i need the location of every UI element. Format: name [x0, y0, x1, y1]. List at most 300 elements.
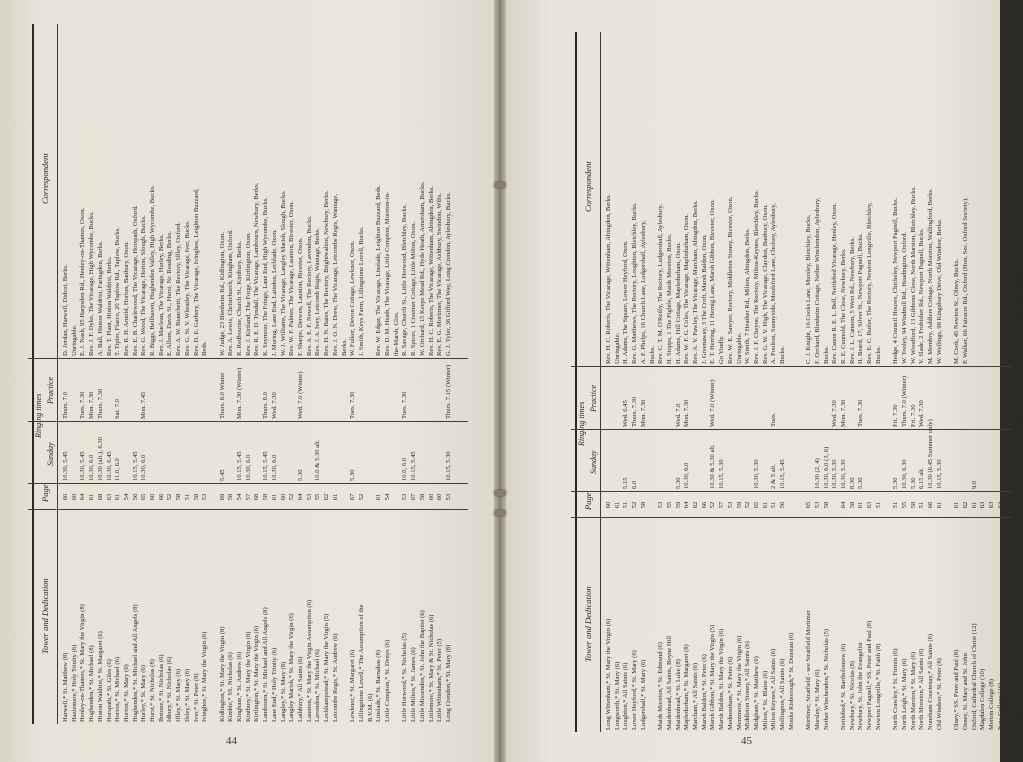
page-ref: 58	[418, 493, 426, 501]
sunday-times	[744, 431, 753, 489]
correspondent: Rev. E. B. Charlewood, The Vicarage, Horspath, Oxford.	[131, 205, 139, 356]
left-page	[0, 0, 497, 762]
correspondent: Rev. J. F. Dyke, The Vicarage, High Wycombe, Bucks.	[88, 211, 96, 356]
tower-name: Hurst,* St. Nicholas (8)	[149, 659, 157, 722]
correspondent-header: Correspondent	[40, 153, 50, 204]
sunday-times: 5.0 (Term)	[1005, 460, 1013, 489]
page-ref: 58	[227, 493, 235, 501]
practice-times	[753, 369, 762, 427]
tower-name: Nettlebed,* St. Bartholomew (6)	[839, 643, 847, 730]
practice-times	[701, 369, 710, 427]
correspondent: J. Greenaway, 3 The Croft, Marsh Baldon, Oxon.	[700, 234, 708, 364]
tower-name: Marsh Baldon, St. Mary the Virgin (6)	[718, 628, 726, 730]
tower-name	[649, 520, 658, 730]
correspondent: Rev. J. L. Cannon, 5 West Rd., Newbury, Berks.	[848, 236, 856, 364]
practice-header: Practice	[46, 376, 55, 404]
sunday-times: 5.45	[218, 469, 226, 481]
page-ref: 61	[270, 493, 278, 501]
practice-times	[788, 369, 797, 427]
page-ref: 51	[892, 501, 900, 509]
page-ref	[884, 494, 893, 516]
sunday-times	[979, 431, 988, 489]
sunday-times	[419, 423, 428, 481]
tower-name: Letcombe Regis,* St. Andrew (6)	[331, 633, 339, 722]
page-ref: 56	[131, 493, 139, 501]
tower-name: Long Wittenham,* St. Mary the Virgin (6)	[605, 618, 612, 730]
practice-times	[997, 369, 1006, 427]
tower-name: Lillingstone Lovell,* The Assumption of the	[357, 604, 365, 722]
correspondent	[988, 34, 997, 364]
tower-name: Henley-on-Thames,* St. Mary the Virgin (8)	[79, 604, 87, 722]
practice-times: Mon. 7.30	[88, 391, 96, 419]
practice-times	[692, 369, 701, 427]
tower-name	[831, 520, 840, 730]
tower-name: Mollington,* All Saints (6)	[779, 658, 787, 730]
sunday-times	[358, 423, 367, 481]
sunday-times: 5.30	[857, 477, 865, 489]
correspondent: R. Biggs, Bellhaven, Hughenden Valley, High Wycombe, Bucks.	[149, 185, 157, 356]
tower-name: Long Crendon,* St. Mary (8)	[444, 644, 452, 722]
sunday-times	[762, 431, 771, 489]
correspondent: Rev. A. W. Bianchetti, The Rectory, Iffley, Oxford.	[175, 222, 183, 356]
page-ref: 66	[157, 493, 165, 501]
practice-times	[393, 361, 402, 419]
correspondent: J. Venn, 233 Banbury Rd., Oxford	[1014, 273, 1022, 364]
correspondent: W. Wellings, 99 Kingsbury Drive, Old Windsor, Berks.	[935, 218, 943, 364]
page-header: Page	[40, 484, 50, 502]
practice-times	[718, 369, 727, 427]
correspondent: Bucks.	[648, 345, 656, 364]
correspondent: M. Cook, 45 Newton St., Olney, Bucks.	[953, 258, 961, 364]
sunday-times: 10.15, 5.45	[236, 451, 244, 481]
page-ref: 63	[979, 501, 987, 509]
correspondent	[979, 34, 988, 364]
tower-name: Horton,* St. Mary (6)	[122, 664, 130, 722]
correspondent: Hedge, 4 Council Houses, Chicheley, Newport Pagnell, Bucks.	[892, 197, 900, 364]
sunday-times: 10.15, 5.30	[444, 451, 452, 481]
practice-times	[367, 361, 376, 419]
page-ref: 51	[770, 501, 778, 509]
tower-name: Osney, St. Mary and St. John	[961, 653, 969, 730]
tower-name: Milton,* St. Blaise (6)	[761, 670, 769, 730]
practice-times	[971, 369, 980, 427]
practice-times	[962, 369, 971, 427]
page-ref: 61	[970, 501, 978, 509]
page-ref: 62	[323, 493, 331, 501]
correspondent: Berks.	[340, 338, 348, 356]
practice-times: Thurs. 8.0 Winter	[218, 372, 226, 419]
page-ref: 58	[822, 501, 830, 509]
page-number: 45	[741, 735, 752, 747]
correspondent	[884, 34, 893, 364]
tower-name: Mentmore,* St. Mary the Virgin (6)	[735, 635, 743, 730]
page-ref: 61	[375, 493, 383, 501]
tower-name: St. Aldate (6)	[1005, 694, 1013, 730]
page-ref: 61	[761, 501, 769, 509]
sunday-times	[288, 423, 297, 481]
practice-times: Tues. 7.30	[349, 391, 357, 419]
sunday-times	[184, 423, 193, 481]
sunday-header: Sunday	[46, 442, 55, 466]
tower-name: Linslade,* St. Barnabas (8)	[375, 650, 383, 722]
sunday-times	[158, 423, 167, 481]
tower-name: Little Wittenham,* St. Peter (5)	[436, 638, 444, 722]
sunday-times: 5.30	[349, 469, 357, 481]
tower-name: Maids Moreton,* St. Edmund (6)	[657, 642, 665, 730]
tower-name	[210, 512, 219, 722]
tower-name: Langley Marish,* St. Mary the Virgin (6)	[288, 613, 296, 722]
practice-times: Thurs. 7.30	[631, 396, 639, 427]
tower-name: Kintbury,* St. Mary the Virgin (8)	[244, 631, 252, 722]
correspondent: Rev. J. Maclean, The Vicarage, Hurley, Berks.	[157, 234, 165, 356]
practice-times: Wed. 7.30	[831, 400, 839, 427]
sunday-times: 10.15, 5.45	[262, 451, 270, 481]
sunday-times: 10.15, 5.45	[410, 451, 418, 481]
practice-times	[166, 361, 175, 419]
page-ref: 61	[953, 501, 961, 509]
page-ref: 60	[279, 493, 287, 501]
tower-name: Mapledurham,* St. Margaret (8)	[683, 644, 691, 730]
tower-name: Middleton Stoney,* All Saints (6)	[744, 641, 752, 730]
tower-name: North Crawley,* St. Firmin (6)	[892, 648, 900, 730]
practice-times: Thurs. 8.0	[262, 392, 270, 419]
right-table	[571, 32, 1022, 732]
page-ref: 59	[735, 501, 743, 509]
correspondent: H. Stopps, 1 The Pightle, Maids Moreton, Bucks.	[665, 233, 673, 364]
staple	[494, 182, 506, 188]
correspondent: A. F. Phelps, 16 Church Lane, Ludgershall, Aylesbury,	[639, 220, 647, 364]
sunday-times	[657, 431, 666, 489]
practice-times	[132, 361, 141, 419]
page-ref: 64	[683, 501, 691, 509]
practice-times	[736, 369, 745, 427]
sunday-times	[375, 423, 384, 481]
page-ref: 65	[140, 493, 148, 501]
practice-times	[796, 369, 805, 427]
page-ref: 57	[244, 493, 252, 501]
page-ref	[210, 486, 219, 508]
correspondent	[796, 34, 805, 364]
page-ref: 68	[253, 493, 261, 501]
sunday-times	[253, 423, 262, 481]
tower-name: Mortimer, Stratfield - see Stratfield Mortimer	[805, 610, 813, 730]
sunday-times: 5.15	[622, 477, 630, 489]
tower-name: Marsh Gibbon,* St. Mary the Virgin (5)	[709, 624, 717, 730]
sunday-times	[175, 423, 184, 481]
sunday-times	[736, 431, 745, 489]
correspondent	[1005, 34, 1014, 364]
practice-times: Fri. 7.30	[909, 404, 917, 427]
correspondent: R. Spicer, 1 Creemer Cottage, Little Milton, Oxon.	[410, 221, 418, 356]
tower-name: Monks Risborough,* St. Dunstan (6)	[787, 632, 795, 730]
practice-times	[727, 369, 736, 427]
tower-name: Little Missenden,* St. John the Baptist (6)	[418, 610, 426, 722]
sunday-times: 10.0, 6.0	[1014, 465, 1022, 489]
correspondent: R. Savage, Church St., Little Horwood, Bletchley, Bucks.	[401, 204, 409, 356]
correspondent	[367, 26, 376, 356]
sunday-times: 8.30	[848, 477, 856, 489]
correspondent: H. Adams, Hill Cottage, Mapledurham, Oxon.	[674, 242, 682, 364]
sunday-times	[953, 431, 962, 489]
sunday-times	[788, 431, 797, 489]
correspondent	[944, 34, 953, 364]
tower-name: Littlemore,* St. Mary & St. Nicholas (6)	[427, 614, 435, 722]
page-number: 44	[226, 735, 237, 747]
sunday-times	[71, 423, 80, 481]
practice-times: Thurs. 7.30	[96, 388, 104, 419]
correspondent: Rev. W. F. G. Coles, The Vicarage, Mapledurham, Oxon.	[683, 213, 691, 364]
correspondent: Rev. R. H. Arnold, Horton, Banbury, Oxon.	[122, 241, 130, 356]
page-ref: 55	[314, 493, 322, 501]
sunday-times	[166, 423, 175, 481]
correspondent: Rev. H. N. Bates, The Rectory, Brightwalton, Newbury, Berks.	[323, 190, 331, 356]
correspondent: Rev. E. C. Butler, The Rectory, Newton Longville, Bletchley,	[866, 202, 874, 364]
page-ref: 52	[166, 493, 174, 501]
correspondent	[788, 34, 797, 364]
correspondent: Bucks.	[779, 345, 787, 364]
page-ref: 61	[613, 501, 621, 509]
tower-name	[944, 520, 953, 730]
tower-name: Newbury, St. John the Evangelist	[857, 642, 865, 730]
practice-times: Tues. 7.30	[401, 391, 409, 419]
practice-times	[280, 361, 289, 419]
practice-times	[944, 369, 953, 427]
practice-times: Mon. 7.30 (Winter)	[236, 367, 244, 419]
correspondent: W. Judge, 23 Blenheim Rd., Kidlington, Oxon.	[218, 232, 226, 356]
practice-times: Thurs. 7.0 (Winter)	[900, 375, 908, 427]
page-ref: 63	[1005, 501, 1013, 509]
correspondent: C. J. Knight, 16 Cooks Lane, Mursley, Bletchley, Bucks.	[805, 214, 813, 364]
page-ref: 52	[357, 493, 365, 501]
correspondent: W. Woodford, 13 Gibbons Close, North Marston, Bletchley, Bucks.	[909, 186, 917, 364]
tower-name: Nether Winchendon,* St. Nicholas (5)	[822, 628, 830, 730]
practice-times	[605, 369, 614, 427]
practice-times	[849, 369, 858, 427]
correspondent: Beds.	[201, 341, 209, 356]
sunday-times: 10.15, 5.30	[935, 459, 943, 489]
page-ref	[393, 486, 402, 508]
practice-times	[875, 369, 884, 427]
correspondent: R. E. Cunnold, The Close, Newbury, Berks.	[839, 248, 847, 364]
correspondent: T. Tipler, Flasco, 20 Taplow Rd., Taplow, Bucks.	[114, 227, 122, 356]
practice-times	[332, 361, 341, 419]
sunday-times: 10.30, 6.0	[270, 454, 278, 481]
sunday-times	[341, 423, 350, 481]
sunday-times: 6.15 alt.	[918, 467, 926, 489]
tower-name: Lewknor,* St. Margaret (6)	[349, 649, 357, 722]
practice-times	[866, 369, 875, 427]
sunday-times: 10.30 & 5.30 alt.	[709, 444, 717, 489]
staple	[494, 510, 506, 516]
tower-name: Ibstone,* St. Nicholas (6)	[157, 654, 165, 722]
correspondent: Rev. W. Edgar, The Vicarage, Linslade, Leighton Buzzard, Beds.	[375, 185, 383, 356]
correspondent: Rev. A. E. F. Newell, The Rectory, Lavendon, Bucks.	[305, 215, 313, 356]
page-ref: 65	[805, 501, 813, 509]
correspondent: J. Smith, Keys Farm, Lillingstone Lovell, Bucks.	[357, 226, 365, 356]
page-ref: 58	[909, 501, 917, 509]
page-ref	[341, 486, 350, 508]
sunday-times	[666, 431, 675, 489]
sunday-times	[614, 431, 623, 489]
sunday-times	[280, 423, 289, 481]
page-ref: 69	[218, 493, 226, 501]
practice-times	[227, 361, 236, 419]
tower-name: Harwell,* St. Matthew (8)	[62, 652, 69, 722]
practice-times: Sat. 7.0	[114, 399, 122, 419]
practice-times: Tues. 7.30	[857, 399, 865, 427]
page-ref: 57	[718, 501, 726, 509]
tower-name: Marsh Baldon,* St. Peter (6)	[700, 654, 708, 730]
tower-name	[796, 520, 805, 730]
page-ref: 63	[996, 501, 1004, 509]
correspondent: F. Sharpe, Derwen, Launton, Bicester, Oxon.	[296, 237, 304, 356]
practice-times: Wed. 7.30	[918, 400, 926, 427]
page-ref: 58	[639, 501, 647, 509]
practice-times	[436, 361, 445, 419]
ringing-times-header: Ringing times	[34, 393, 43, 438]
sunday-times	[692, 431, 701, 489]
sunday-times: 10.0, 6.0	[401, 457, 409, 481]
practice-times	[649, 369, 658, 427]
page-ref: 61	[88, 493, 96, 501]
practice-times	[410, 361, 419, 419]
sunday-times: 9.0	[970, 480, 978, 489]
sunday-times	[866, 431, 875, 489]
correspondent: Rev. R. E. D. Tyndall, The Vicarage, Lambourn, Newbury, Berks.	[253, 182, 261, 356]
tower-name: Hughenden,* St. Michael and All Angels (8)	[131, 604, 139, 722]
practice-times: Wed. 7.0 (Winter)	[709, 379, 717, 427]
tower-name: Horspath,* St. Giles (6)	[105, 659, 113, 722]
tower-name: Horton,* St. Michael (6)	[114, 656, 122, 722]
practice-times: Thurs. 7.0	[62, 392, 69, 419]
practice-times: Wed. 6.45	[622, 400, 630, 427]
correspondent: K. Seymour, The Fringe, Lane End, High Wycombe, Bucks.	[262, 197, 270, 356]
page-ref: 60	[436, 493, 444, 501]
ringing-times-header: Ringing times	[577, 401, 586, 446]
correspondent: W. Fulker, Devon Cottage, Lewknor, Oxon.	[349, 240, 357, 356]
page-ref: 53	[305, 493, 313, 501]
page-ref: 64	[79, 493, 87, 501]
sunday-times	[436, 423, 445, 481]
sunday-times: 10.30, 5.30	[752, 459, 760, 489]
tower-name: Merton College (8)	[987, 679, 995, 730]
tower-name: Lane End,* Holy Trinity (6)	[270, 647, 278, 722]
sunday-times	[332, 423, 341, 481]
tower-name: Loughton,* All Saints (6)	[622, 662, 630, 730]
page-ref: 66	[700, 501, 708, 509]
sunday-header: Sunday	[589, 450, 598, 474]
page-ref: 67	[410, 493, 418, 501]
practice-times	[106, 361, 115, 419]
sunday-times	[393, 423, 402, 481]
tower-name: Iffley,* St. Mary (6)	[175, 668, 183, 722]
practice-times	[314, 361, 323, 419]
practice-times	[666, 369, 675, 427]
practice-times	[201, 361, 210, 419]
sunday-times: 10.30, 6.0	[244, 454, 252, 481]
sunday-times	[649, 431, 658, 489]
practice-times: Wed. 7.0	[674, 403, 682, 427]
tower-name: Newport Pagnell,* SS. Peter and Paul (8)	[866, 620, 874, 730]
sunday-times	[605, 431, 614, 489]
page-ref: 61	[114, 493, 122, 501]
sunday-times: 5.30	[296, 469, 304, 481]
sunday-times: 10.30, 5.45	[79, 451, 87, 481]
tower-name: Kimble,* SS. Nicholas (6)	[227, 652, 235, 722]
tower-name: North Leigh,* St. Mary (6)	[900, 658, 908, 730]
practice-times: Wed. 7.0 (Winter)	[296, 371, 304, 419]
sunday-times: 10.30, 6.0	[683, 462, 691, 489]
page-ref: 64	[296, 493, 304, 501]
tower-name: Lathbury,* All Saints (6)	[296, 656, 304, 722]
correspondent	[971, 34, 980, 364]
tower-name: Langley,* St. Mary (8)	[279, 661, 287, 722]
correspondent: Rev. J. A. Ivey, Letcomb Regis, Wantage, Berks.	[314, 227, 322, 356]
tower-name: St. Ebbe (6)	[1014, 698, 1022, 730]
correspondent: Bucks.	[874, 345, 882, 364]
tower-name: Idbury,* St. Nicholas (6)	[166, 656, 174, 722]
practice-times	[158, 361, 167, 419]
page-ref: 58	[175, 493, 183, 501]
correspondent: W. Smith, 7 Heather Rd., Milton, Abingdon, Berks.	[744, 228, 752, 364]
correspondent: Rev. D. E. Garbery, The Vicarage, Ivinghoe, Leighton Buzzard,	[192, 188, 200, 356]
correspondent: E. J. Nash, 95 Harpsden Rd., Henley-on-Thames, Oxon.	[79, 207, 87, 356]
page-ref: 63	[866, 501, 874, 509]
correspondent: Rev. D. M. Heath, The Vicarage, Little Compton, Moreton-in-	[384, 191, 392, 356]
practice-times	[428, 361, 437, 419]
practice-times	[988, 369, 997, 427]
practice-times	[814, 369, 823, 427]
tower-header: Tower and Dedication	[583, 586, 593, 662]
sunday-times: 10.30, 5.30	[831, 459, 839, 489]
practice-times	[936, 369, 945, 427]
tower-name: Little Horwood,* St. Nicholas (5)	[401, 632, 409, 722]
page-ref	[796, 494, 805, 516]
page-ref: 54	[122, 493, 130, 501]
page-ref: 64	[839, 501, 847, 509]
sunday-times: 10.30, 6.30	[900, 459, 908, 489]
correspondent: H. Adams, The Square, Lower Heyford, Oxon.	[622, 240, 630, 364]
tower-name: Kingham,* St. Andrew (6)	[236, 651, 244, 722]
page-ref: 67	[349, 493, 357, 501]
correspondent: A. Poulton, Sunnyside, Moulsford Lane, Cholsey, Aylesbury,	[770, 203, 778, 364]
tower-name: Kidlington,* St. Mary the Virgin (8)	[218, 626, 226, 722]
correspondent: Go Vindly.	[718, 335, 726, 364]
page-ref: 61	[857, 501, 865, 509]
book-spine	[494, 0, 506, 762]
sunday-times	[384, 423, 393, 481]
practice-times	[762, 369, 771, 427]
correspondent: E. Allum, Davis St., Hurst, Nr. Reading, Berks.	[166, 231, 174, 356]
tower-name: Hinton Waldrist,* St. Margaret (6)	[96, 631, 104, 722]
practice-times	[953, 369, 962, 427]
tower-name: North Moreton,* All Saints (6)	[918, 648, 926, 730]
correspondent: the-Marsh, Glos.	[392, 311, 400, 356]
correspondent: Rev. H. C. Roberts, The Vicarage, Wittenham, Abingdon, Berks.	[605, 194, 612, 364]
correspondent: Rev. T. Plant, Hinton Waldrist, Berks.	[105, 256, 113, 356]
correspondent: Unringable.	[735, 332, 743, 364]
page-ref	[367, 486, 376, 508]
tower-name: Midgham,* St. Matthew (6)	[752, 656, 760, 730]
correspondent: Rev. J. O. N. Drew, The Vicarage, Letcombe Regis, Wantage,	[331, 193, 339, 356]
page-header: Page	[583, 492, 593, 510]
correspondent: Rev. E. G. Mortimer, The Vicarage, Ashbury, Swindon, Wilts.	[436, 192, 444, 356]
sunday-times	[367, 423, 376, 481]
tower-name: Medmenham,* St. Peter (6)	[726, 656, 734, 730]
tower-header: Tower and Dedication	[40, 578, 50, 654]
practice-times	[884, 369, 893, 427]
practice-times	[306, 361, 315, 419]
